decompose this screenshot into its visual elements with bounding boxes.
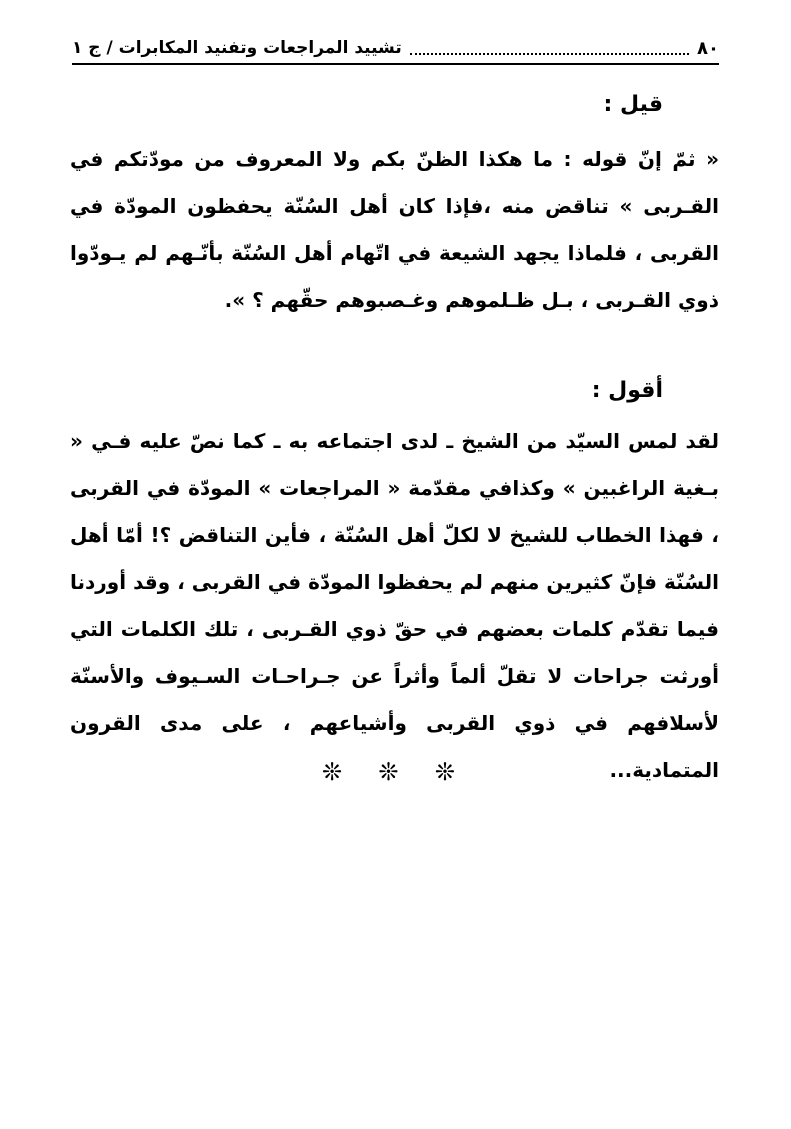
section-heading-aqulu: أقول : bbox=[591, 378, 663, 403]
running-title: تشييد المراجعات وتفنيد المكابرات / ج ١ bbox=[72, 38, 402, 58]
page-number: ٨٠ bbox=[697, 37, 719, 59]
header-rule bbox=[72, 63, 719, 65]
running-head bbox=[72, 33, 719, 63]
quoted-objection-paragraph: « ثمّ إنّ قوله : ما هكذا الظنّ بكم ولا المعروف من مودّتكم في القـربى » تناقض منه ،فإذا كان أهل السُنّة يحفظون المودّة في القربى ، فلماذا يجهد الشيعة في اتّهام أهل السُنّة بأنّـهم لم يـودّوا ذوي القـربى ، بـل ظـلموهم وغـصبوهم حقّهم ؟ ». bbox=[70, 147, 719, 312]
response-paragraph: لقد لمس السيّد من الشيخ ـ لدى اجتماعه به ـ كما نصّ عليه فـي « بـغية الراغبين » وكذافي مقدّمة « المراجعات » المودّة في القربى ، فهذا الخطاب للشيخ لا لكلّ أهل السُنّة ، فأين التناقض ؟! أمّا أهل السُنّة فإنّ كثيرين منهم لم يحفظوا المودّة في القربى ، وقد أوردنا فيما تقدّم كلمات بعضهم في حقّ ذوي القـربى ، تلك الكلمات التي أورثت جراحات لا تقلّ ألماً وأثراً عن جـراحـات السـيوف والأسنّة لأسلافهم في ذوي القربى وأشياعهم ، على مدى القرون المتمادية... bbox=[70, 429, 719, 782]
dotted-leader bbox=[410, 41, 689, 55]
section-ornament: ❊ ❊ ❊ bbox=[321, 758, 470, 786]
section-heading-qila: قيل : bbox=[603, 92, 663, 117]
